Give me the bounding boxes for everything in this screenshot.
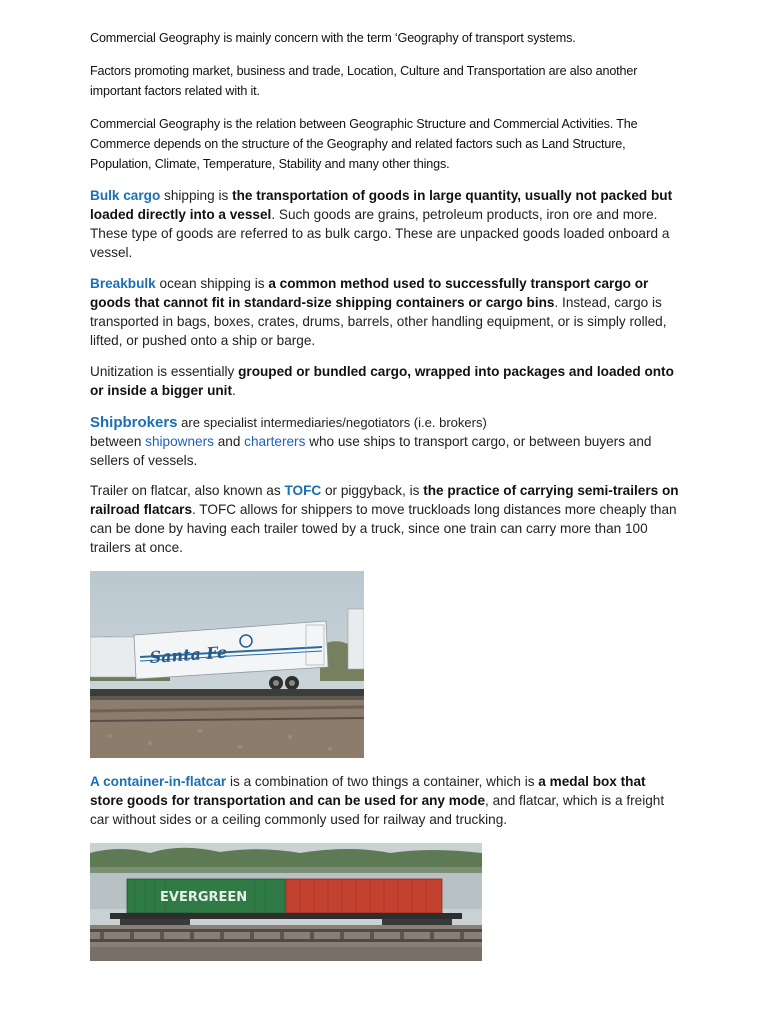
container-brand-text: EVERGREEN	[160, 890, 248, 905]
tofc-link[interactable]: TOFC	[284, 483, 322, 498]
paragraph-commercial-geography-intro: Commercial Geography is mainly concern with the term ‘Geography of transport systems.	[90, 31, 576, 45]
container-in-flatcar-link[interactable]: A container-in-flatcar	[90, 774, 227, 789]
text-run: Trailer on flatcar, also known as	[90, 483, 285, 498]
paragraph-tofc	[90, 481, 680, 557]
text-run: is a combination of two things a container, which is	[226, 774, 539, 789]
text-run: or piggyback, is	[321, 483, 424, 498]
text-run: .	[232, 383, 236, 398]
trailer-on-flatcar-photo	[90, 571, 364, 758]
shipowners-link[interactable]: shipowners	[145, 434, 214, 449]
text-run: and	[213, 434, 245, 449]
paragraph-bulk-cargo	[90, 186, 680, 262]
text-run: . TOFC allows for shippers to move truckloads long distances more cheaply than can be done by having each trailer towed by a truck, since one train can carry more than 100 trailers at once.	[90, 502, 677, 555]
bold-run: grouped or bundled cargo, wrapped into packages and loaded onto or inside a bigger unit	[90, 364, 674, 398]
trailer-logo-text: Santa Fe	[148, 642, 228, 667]
breakbulk-link[interactable]: Breakbulk	[90, 276, 156, 291]
paragraph-breakbulk	[90, 274, 680, 350]
paragraph-shipbrokers	[90, 413, 680, 470]
charterers-link[interactable]: charterers	[244, 434, 306, 449]
bold-run: the transportation of goods in large quantity, usually not packed but loaded directly into a vessel	[90, 188, 673, 222]
text-run: . Such goods are grains, petroleum products, iron ore and more. These type of goods are referred to as bulk cargo. These are unpacked goods loaded onboard a vessel.	[90, 207, 670, 260]
text-run: who use ships to transport cargo, or between buyers and sellers of vessels.	[90, 434, 652, 468]
bold-run: the practice of carrying semi-trailers on railroad flatcars	[90, 483, 679, 517]
text-run: between	[90, 434, 146, 449]
text-run: . Instead, cargo is transported in bags, boxes, crates, drums, barrels, other handling equipment, or is simply rolled, lifted, or pushed onto a ship or barge.	[90, 295, 667, 348]
bold-run: a common method used to successfully transport cargo or goods that cannot fit in standard-size shipping containers or cargo bins	[90, 276, 649, 310]
text-run: shipping is	[160, 188, 233, 203]
text-run: Unitization is essentially	[90, 364, 239, 379]
text-run: , and flatcar, which is a freight car without sides or a ceiling commonly used for railway and trucking.	[90, 793, 665, 827]
text-run: ocean shipping is	[155, 276, 269, 291]
shipbrokers-link[interactable]: Shipbrokers	[90, 414, 178, 431]
bulk-cargo-link[interactable]: Bulk cargo	[90, 188, 161, 203]
paragraph-container-in-flatcar	[90, 772, 680, 829]
paragraph-factors: Factors promoting market, business and trade, Location, Culture and Transportation are also another important factors related with it.	[90, 64, 638, 98]
container-on-flatcar-photo	[90, 843, 482, 961]
paragraph-unitization	[90, 362, 680, 400]
bold-run: a medal box that store goods for transportation and can be used for any mode	[90, 774, 646, 808]
paragraph-commercial-geography-relation: Commercial Geography is the relation between Geographic Structure and Commercial Activities. The Commerce depends on the structure of the Geography and related factors such as Land Structure, Population, Climate, Temperature, Stability and many other things.	[90, 117, 638, 171]
text-run: are specialist intermediaries/negotiators (i.e. brokers)	[177, 415, 487, 430]
